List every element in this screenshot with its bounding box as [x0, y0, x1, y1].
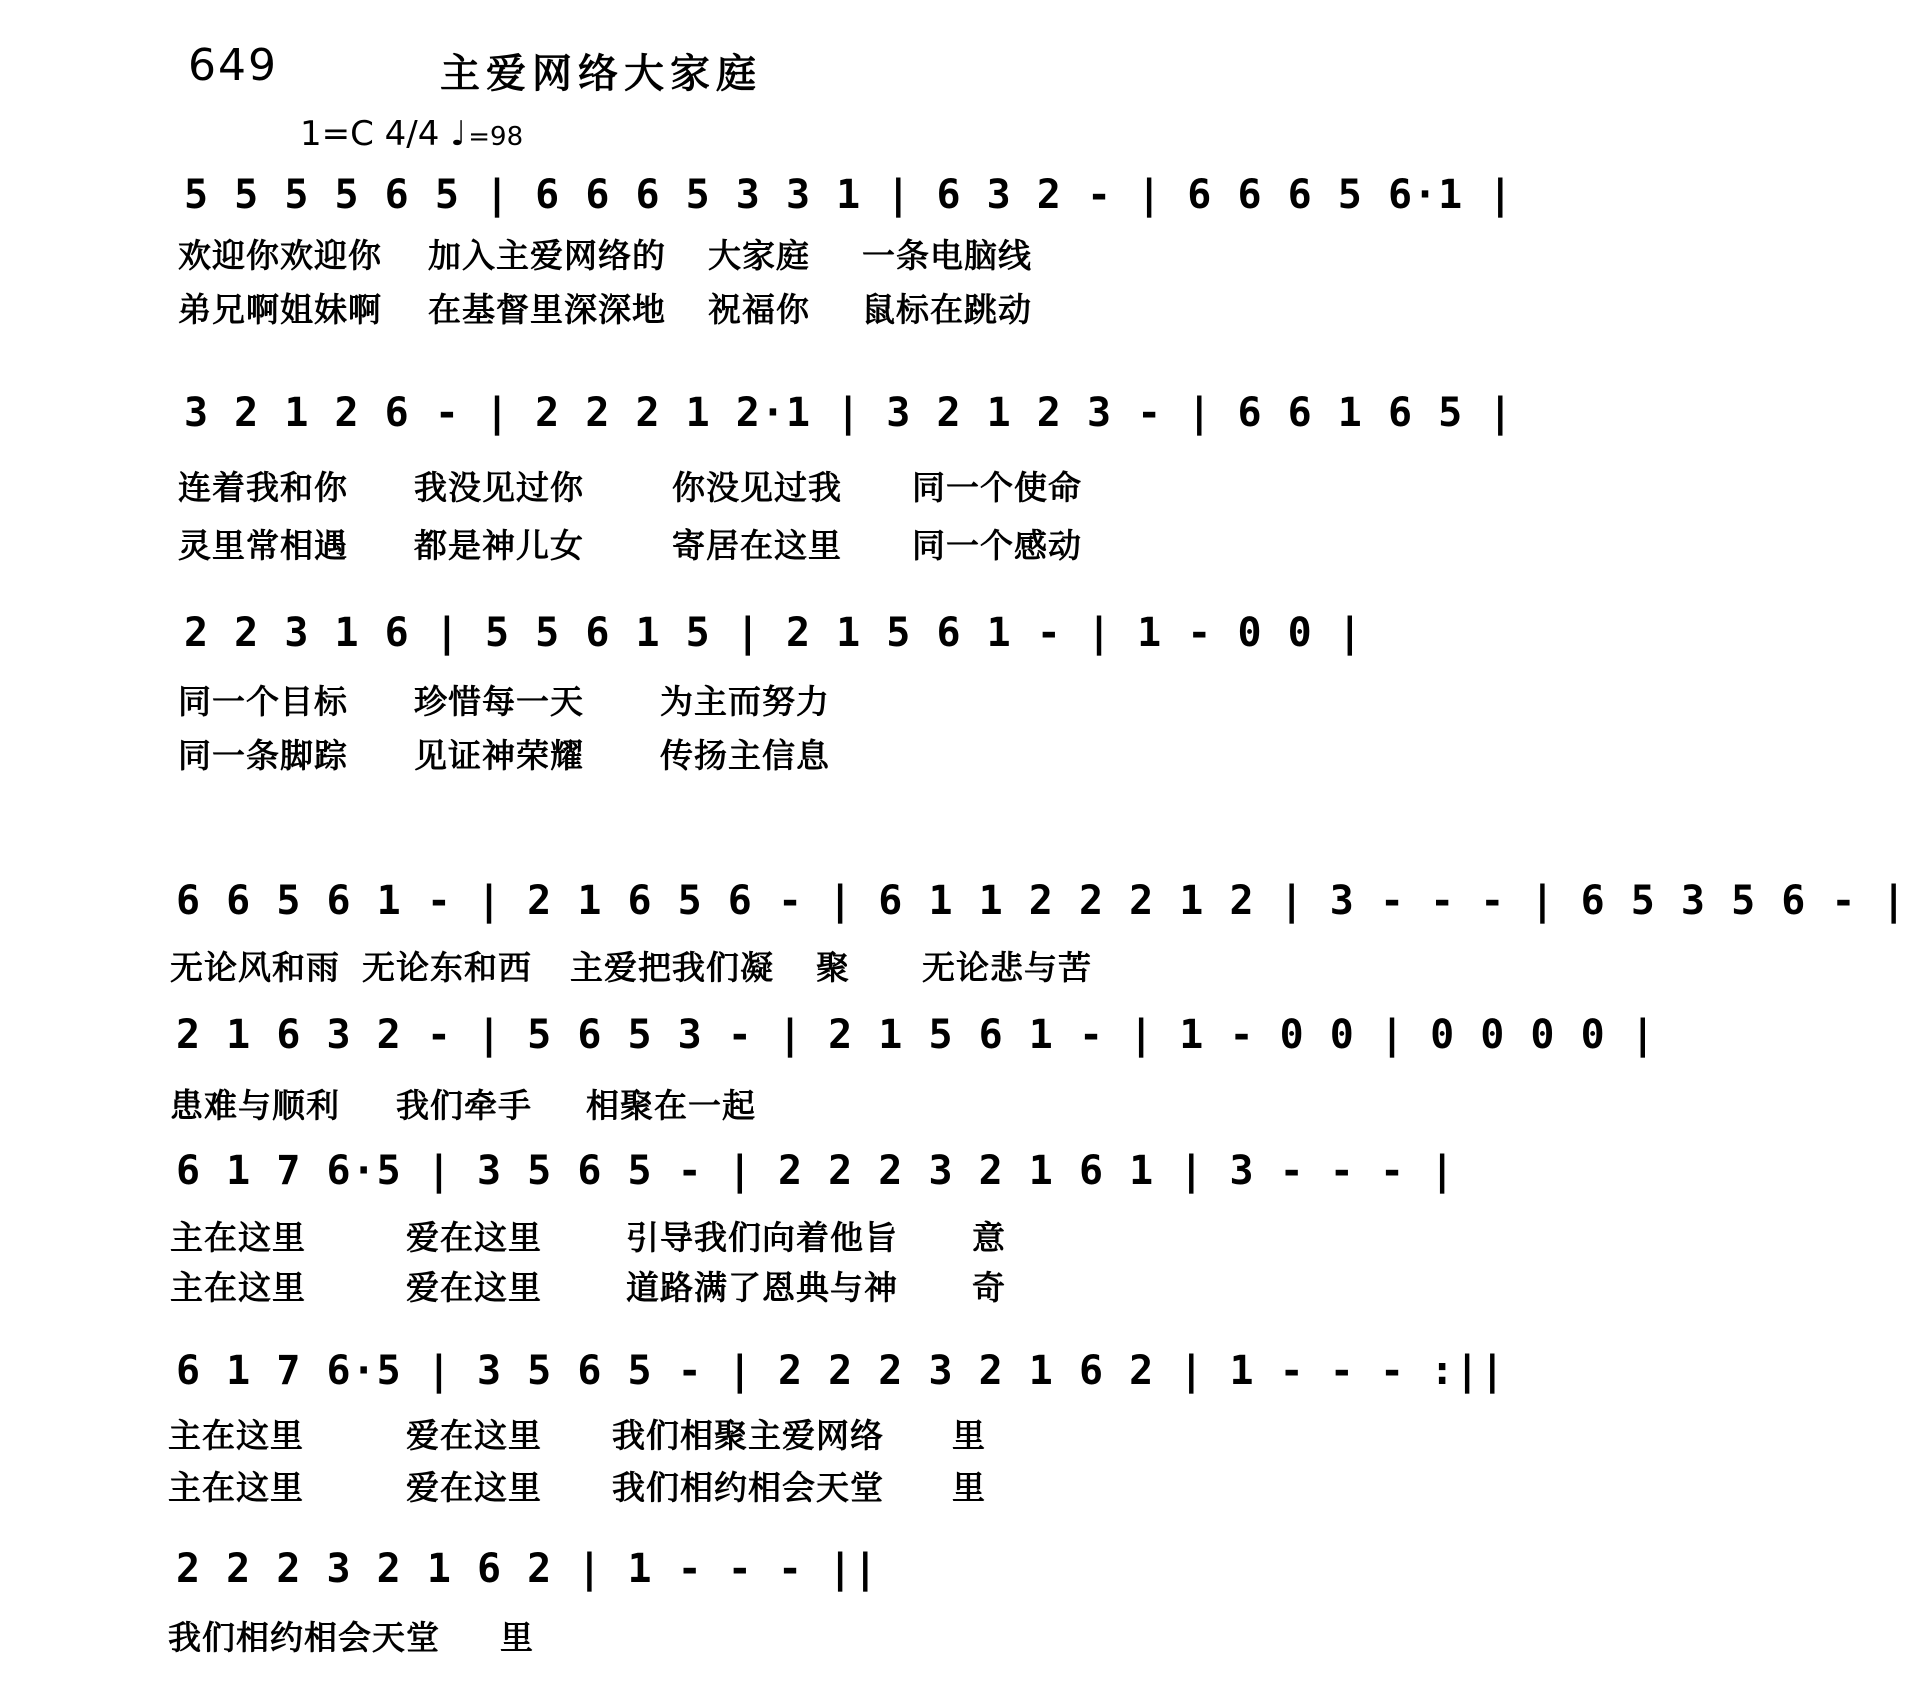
notation-line-5: 2 1 6 3 2 - | 5 6 5 3 - | 2 1 5 6 1 - | 1 - 0 0 | 0 0 0 0 | [176, 1012, 1656, 1058]
lyric-phrase: 同一条脚踪 [178, 736, 348, 775]
lyric-phrase: 爱在这里 [406, 1468, 542, 1507]
lyric-phrase: 同一个目标 [178, 682, 348, 721]
lyric-phrase: 爱在这里 [406, 1416, 542, 1455]
lyric-phrase: 主爱把我们凝 [570, 948, 774, 987]
lyric-phrase: 我们相约相会天堂 [612, 1468, 884, 1507]
lyric-phrase: 加入主爱网络的 [428, 236, 666, 275]
lyric-phrase: 主在这里 [168, 1468, 304, 1507]
lyric-phrase: 主在这里 [168, 1416, 304, 1455]
lyric-phrase: 相聚在一起 [586, 1086, 756, 1125]
lyric-phrase: 寄居在这里 [672, 526, 842, 565]
lyric-phrase: 祝福你 [708, 290, 810, 329]
lyric-phrase: 珍惜每一天 [414, 682, 584, 721]
notation-line-2: 3 2 1 2 6 - | 2 2 2 1 2·1 | 3 2 1 2 3 - | 6 6 1 6 5 | [184, 390, 1514, 436]
lyric-phrase: 鼠标在跳动 [862, 290, 1032, 329]
lyric-phrase: 我没见过你 [414, 468, 584, 507]
lyric-phrase: 主在这里 [170, 1268, 306, 1307]
lyric-phrase: 大家庭 [708, 236, 810, 275]
hymn-title: 主爱网络大家庭 [440, 51, 762, 97]
notation-line-8: 2 2 2 3 2 1 6 2 | 1 - - - || [176, 1546, 879, 1592]
lyric-phrase: 爱在这里 [406, 1268, 542, 1307]
lyric-phrase: 弟兄啊姐妹啊 [178, 290, 382, 329]
hymn-number: 649 [188, 40, 278, 91]
lyric-phrase: 奇 [972, 1268, 1006, 1307]
lyric-phrase: 意 [972, 1218, 1006, 1257]
lyric-phrase: 同一个使命 [912, 468, 1082, 507]
notation-line-3: 2 2 3 1 6 | 5 5 6 1 5 | 2 1 5 6 1 - | 1 - 0 0 | [184, 610, 1363, 656]
lyric-phrase: 无论东和西 [362, 948, 532, 987]
notation-line-1: 5 5 5 5 6 5 | 6 6 6 5 3 3 1 | 6 3 2 - | 6 6 6 5 6·1 | [184, 172, 1514, 218]
lyric-phrase: 我们相聚主爱网络 [612, 1416, 884, 1455]
key-time-signature [300, 114, 523, 154]
lyric-phrase: 灵里常相遇 [178, 526, 348, 565]
lyric-phrase: 里 [952, 1416, 986, 1455]
lyric-phrase: 引导我们向着他旨 [626, 1218, 898, 1257]
lyric-phrase: 聚 [816, 948, 850, 987]
notation-line-7: 6 1 7 6·5 | 3 5 6 5 - | 2 2 2 3 2 1 6 2 | 1 - - - :|| [176, 1348, 1506, 1394]
key-time: 1=C 4/4 [300, 114, 440, 154]
lyric-phrase: 传扬主信息 [660, 736, 830, 775]
lyric-phrase: 道路满了恩典与神 [626, 1268, 898, 1307]
lyric-phrase: 见证神荣耀 [414, 736, 584, 775]
lyric-phrase: 无论悲与苦 [922, 948, 1092, 987]
quarter-note-icon: ♩ [450, 114, 467, 154]
lyric-phrase: 一条电脑线 [862, 236, 1032, 275]
lyric-phrase: 爱在这里 [406, 1218, 542, 1257]
notation-line-6: 6 1 7 6·5 | 3 5 6 5 - | 2 2 2 3 2 1 6 1 | 3 - - - | [176, 1148, 1456, 1194]
lyric-phrase: 我们牵手 [396, 1086, 532, 1125]
lyric-phrase: 欢迎你欢迎你 [178, 236, 382, 275]
tempo-value: =98 [468, 122, 524, 152]
lyric-phrase: 里 [952, 1468, 986, 1507]
lyric-phrase: 里 [500, 1618, 534, 1657]
lyric-phrase: 我们相约相会天堂 [168, 1618, 440, 1657]
lyric-phrase: 都是神儿女 [414, 526, 584, 565]
lyric-phrase: 你没见过我 [672, 468, 842, 507]
lyric-phrase: 主在这里 [170, 1218, 306, 1257]
lyric-phrase: 在基督里深深地 [428, 290, 666, 329]
lyric-phrase: 患难与顺利 [170, 1086, 340, 1125]
notation-line-4: 6 6 5 6 1 - | 2 1 6 5 6 - | 6 1 1 2 2 2 1 2 | 3 - - - | 6 5 3 5 6 - | [176, 878, 1907, 924]
lyric-phrase: 连着我和你 [178, 468, 348, 507]
lyric-phrase: 无论风和雨 [170, 948, 340, 987]
lyric-phrase: 为主而努力 [660, 682, 830, 721]
lyric-phrase: 同一个感动 [912, 526, 1082, 565]
